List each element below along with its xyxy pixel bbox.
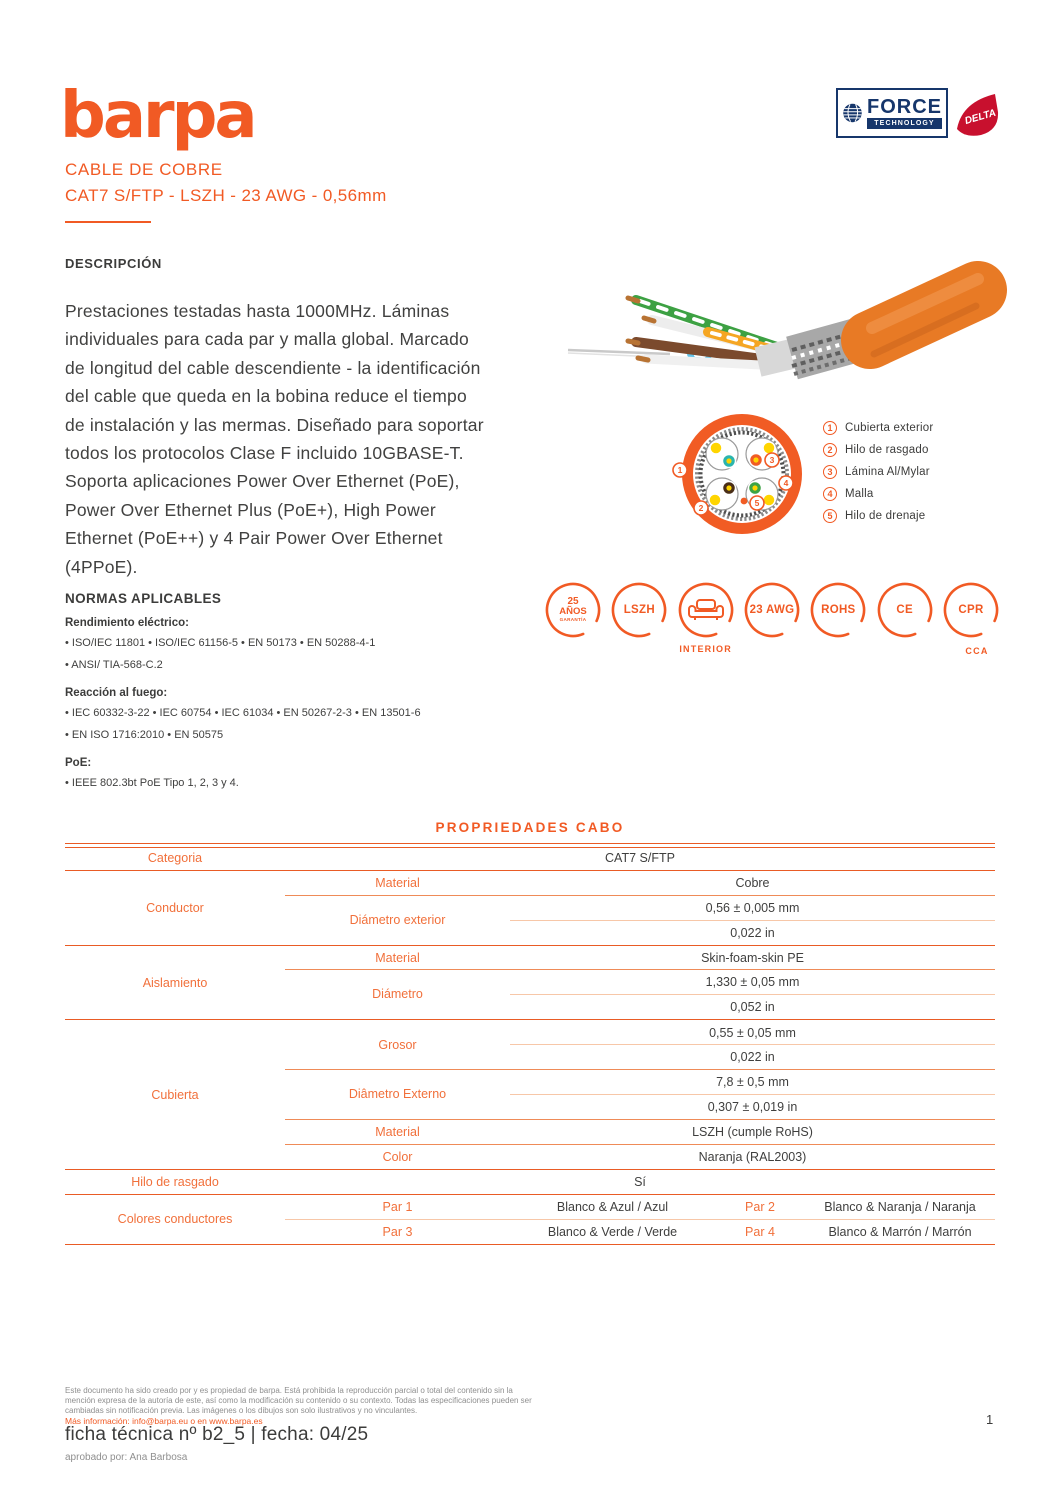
table-rule [65, 843, 995, 844]
badge-rohs-text [808, 580, 868, 640]
badge-lszh [609, 580, 669, 640]
table-title: PROPRIEDADES CABO [435, 820, 625, 835]
cell-rasgado-label: Hilo de rasgado [131, 1175, 219, 1189]
badge-warranty-years: 25 [567, 596, 579, 607]
cell-cubierta-grosor-label: Grosor [378, 1038, 417, 1052]
normas-heading: NORMAS APLICABLES [65, 591, 222, 606]
cell-rasgado-value: Sí [634, 1175, 646, 1189]
description-line: de longitud del cable descendiente - la identificación [65, 357, 481, 378]
callout-1 [673, 463, 687, 477]
normas-section [65, 591, 535, 794]
cell-conductor-material-label: Material [375, 876, 420, 890]
cell-conductor-diam-mm: 0,56 ± 0,005 mm [705, 901, 800, 915]
barpa-logo: barpa [60, 79, 255, 153]
badge-rohs-label: ROHS [821, 604, 856, 616]
callout-2 [694, 501, 708, 515]
force-logo-name: FORCE [867, 96, 942, 118]
description-line: (4PPoE). [65, 556, 138, 577]
cell-conductor-group: Conductor [146, 900, 204, 915]
legend-item [823, 417, 933, 439]
legal-line: cambiadas sin notificación previa. Las imágenes o los dibujos son solo ilustrativos y no vinculantes. [65, 1406, 418, 1415]
force-globe-icon [842, 96, 863, 130]
normas-item: • ANSI/ TIA-568-C.2 [65, 659, 163, 671]
cell-conductor-material-value: Cobre [735, 876, 770, 890]
callout-3 [765, 453, 779, 467]
svg-text:5: 5 [754, 498, 760, 508]
callout-5 [750, 496, 764, 510]
footer-more-info-link[interactable]: Más información: info@barpa.eu o en www.barpa.es [65, 1416, 263, 1426]
svg-text:1: 1 [677, 465, 683, 475]
description-heading: DESCRIPCIÓN [65, 256, 162, 271]
cell-cubierta-grosor-in: 0,022 in [730, 1050, 775, 1064]
description-line: del cable que queda en la bobina reduce el tiempo [65, 386, 467, 407]
cell-aislamiento-diam-label: Diámetro [372, 987, 423, 1001]
product-title-line1: CABLE DE COBRE [65, 160, 223, 179]
force-logo-text [867, 97, 942, 129]
product-title-line2: CAT7 S/FTP - LSZH - 23 AWG - 0,56mm [65, 186, 387, 205]
legend-item [823, 505, 933, 527]
badge-awg [742, 580, 802, 640]
description-line: Prestaciones testadas hasta 1000MHz. Láminas [65, 301, 450, 321]
callout-4 [779, 476, 793, 490]
diagram-legend [823, 417, 933, 527]
force-logo-sub: TECHNOLOGY [867, 118, 942, 129]
cell-categoria-label: Categoria [147, 851, 203, 865]
cross-section-diagram [545, 406, 1000, 548]
properties-table [65, 843, 995, 1248]
cell-par1-label: Par 1 [382, 1200, 413, 1214]
normas-item: • ISO/IEC 11801 • ISO/IEC 61156-5 • EN 50173 • EN 50288-4-1 [65, 637, 376, 649]
badge-ce-label: CE [896, 604, 913, 616]
cell-cubierta-ext-mm: 7,8 ± 0,5 mm [716, 1075, 789, 1089]
cell-cubierta-material-value: LSZH (cumple RoHS) [692, 1125, 813, 1139]
normas-item: • IEC 60332-3-22 • IEC 60754 • IEC 61034 • EN 50267-2-3 • EN 13501-6 [65, 707, 421, 719]
svg-text:2: 2 [698, 503, 704, 513]
doc-reference: ficha técnica nº b2_5 | fecha: 04/25 [65, 1424, 369, 1445]
legend-label: Cubierta exterior [845, 422, 934, 434]
legal-line: mención expresa de la autoría de este, así como la modificación su contenido o su contexto. Todas las especificaciones pueden ser [65, 1396, 532, 1405]
legend-label: Malla [845, 488, 874, 500]
cell-cubierta-color-value: Naranja (RAL2003) [698, 1150, 807, 1164]
table-rule [65, 1019, 995, 1020]
badge-ce [875, 580, 935, 640]
badge-lszh-label: LSZH [623, 604, 655, 616]
sofa-icon [689, 600, 723, 620]
normas-group-title: Reacción al fuego: [65, 687, 168, 699]
badge-cpr-caption: CCA [965, 646, 989, 656]
legend-label: Lámina Al/Mylar [845, 466, 930, 478]
normas-group-title: PoE: [65, 757, 92, 769]
legend-item [823, 483, 933, 505]
badge-interior-caption: INTERIOR [679, 644, 732, 654]
badge-warranty-text [543, 580, 603, 640]
description-line: Ethernet (PoE++) y 4 Pair Power Over Ethernet [65, 528, 443, 549]
cable-photo [540, 258, 1010, 398]
legend-label: Hilo de drenaje [845, 510, 926, 522]
badge-warranty-anos: AÑOS [559, 606, 587, 617]
title-rule [65, 221, 151, 223]
cell-aislamiento-material-label: Material [375, 950, 420, 965]
description-line: individuales para cada par y malla global. Marcado [65, 329, 469, 350]
legend-number: 3 [823, 465, 837, 479]
badge-cpr-label: CPR [958, 604, 984, 616]
badge-warranty-garantia: GARANTÍA [559, 617, 587, 622]
cell-par2-value: Blanco & Naranja / Naranja [824, 1200, 976, 1214]
legend-number: 5 [823, 509, 837, 523]
description-body [65, 297, 484, 581]
badge-warranty [543, 580, 603, 640]
badge-interior [676, 580, 736, 654]
cell-cubierta-ext-label: Diâmetro Externo [348, 1087, 447, 1101]
delta-logo [952, 90, 1002, 140]
cell-conductor-diam-label: Diámetro exterior [349, 913, 446, 927]
certification-badges [543, 580, 1001, 656]
normas-group-title: Rendimiento eléctrico: [65, 617, 189, 629]
badge-awg-label: 23 AWG [749, 604, 795, 616]
cell-conductor-diam-in: 0,022 in [730, 926, 775, 940]
page-number: 1 [986, 1412, 994, 1427]
description-line: de instalación y las mermas. Diseñado para soportar [65, 414, 484, 435]
cell-cubierta-grosor-mm: 0,55 ± 0,05 mm [709, 1025, 796, 1040]
cell-par2-label: Par 2 [745, 1200, 775, 1214]
badge-rohs [808, 580, 868, 640]
legend-number: 1 [823, 421, 837, 435]
normas-item: • IEEE 802.3bt PoE Tipo 1, 2, 3 y 4. [65, 777, 239, 789]
approved-by: aprobado por: Ana Barbosa [65, 1452, 188, 1463]
cell-aislamiento-group: Aislamiento [142, 975, 208, 990]
cell-aislamiento-diam-mm: 1,330 ± 0,05 mm [705, 975, 800, 989]
normas-item: • EN ISO 1716:2010 • EN 50575 [65, 729, 224, 741]
legend-item [823, 461, 933, 483]
badge-lszh-text [609, 580, 669, 640]
legend-number: 4 [823, 487, 837, 501]
cell-categoria-value: CAT7 S/FTP [605, 851, 675, 865]
footer-legal [65, 1386, 535, 1427]
legend-item [823, 439, 933, 461]
badge-ce-text [875, 580, 935, 640]
cell-par3-value: Blanco & Verde / Verde [547, 1225, 678, 1239]
cell-aislamiento-diam-in: 0,052 in [730, 1000, 775, 1014]
badge-awg-text [742, 580, 802, 640]
cell-par4-label: Par 4 [745, 1225, 775, 1239]
description-line: Soporta aplicaciones Power Over Ethernet (PoE), [65, 471, 460, 492]
legal-line: Este documento ha sido creado por y es propiedad de barpa. Está prohibida la reproducción parcial o total del contenido sin la [65, 1386, 513, 1395]
cell-colores-group: Colores conductores [117, 1212, 233, 1226]
svg-text:3: 3 [769, 455, 775, 465]
legend-number: 2 [823, 443, 837, 457]
cell-cubierta-ext-in: 0,307 ± 0,019 in [707, 1100, 798, 1114]
badge-ring [677, 581, 735, 639]
cell-cubierta-group: Cubierta [151, 1088, 199, 1102]
cell-par1-value: Blanco & Azul / Azul [556, 1200, 669, 1214]
description-line: todos los protocolos Clase F incluido 10GBASE-T. [65, 443, 464, 464]
cell-aislamiento-material-value: Skin-foam-skin PE [701, 950, 804, 965]
cell-cubierta-material-label: Material [375, 1125, 420, 1139]
cross-section-drawing [545, 406, 815, 548]
legend-label: Hilo de rasgado [845, 444, 929, 456]
description-line: Power Over Ethernet Plus (PoE+), High Power [65, 499, 436, 520]
cell-par4-value: Blanco & Marrón / Marrón [828, 1225, 972, 1239]
table-rule [65, 1244, 995, 1245]
svg-text:DELTA: DELTA [963, 107, 998, 127]
svg-text:4: 4 [783, 478, 789, 488]
cell-cubierta-color-label: Color [382, 1150, 413, 1164]
force-technology-logo [836, 88, 948, 138]
badge-cpr-text [941, 580, 1001, 640]
badge-cpr [941, 580, 1001, 656]
cell-par3-label: Par 3 [382, 1225, 413, 1239]
